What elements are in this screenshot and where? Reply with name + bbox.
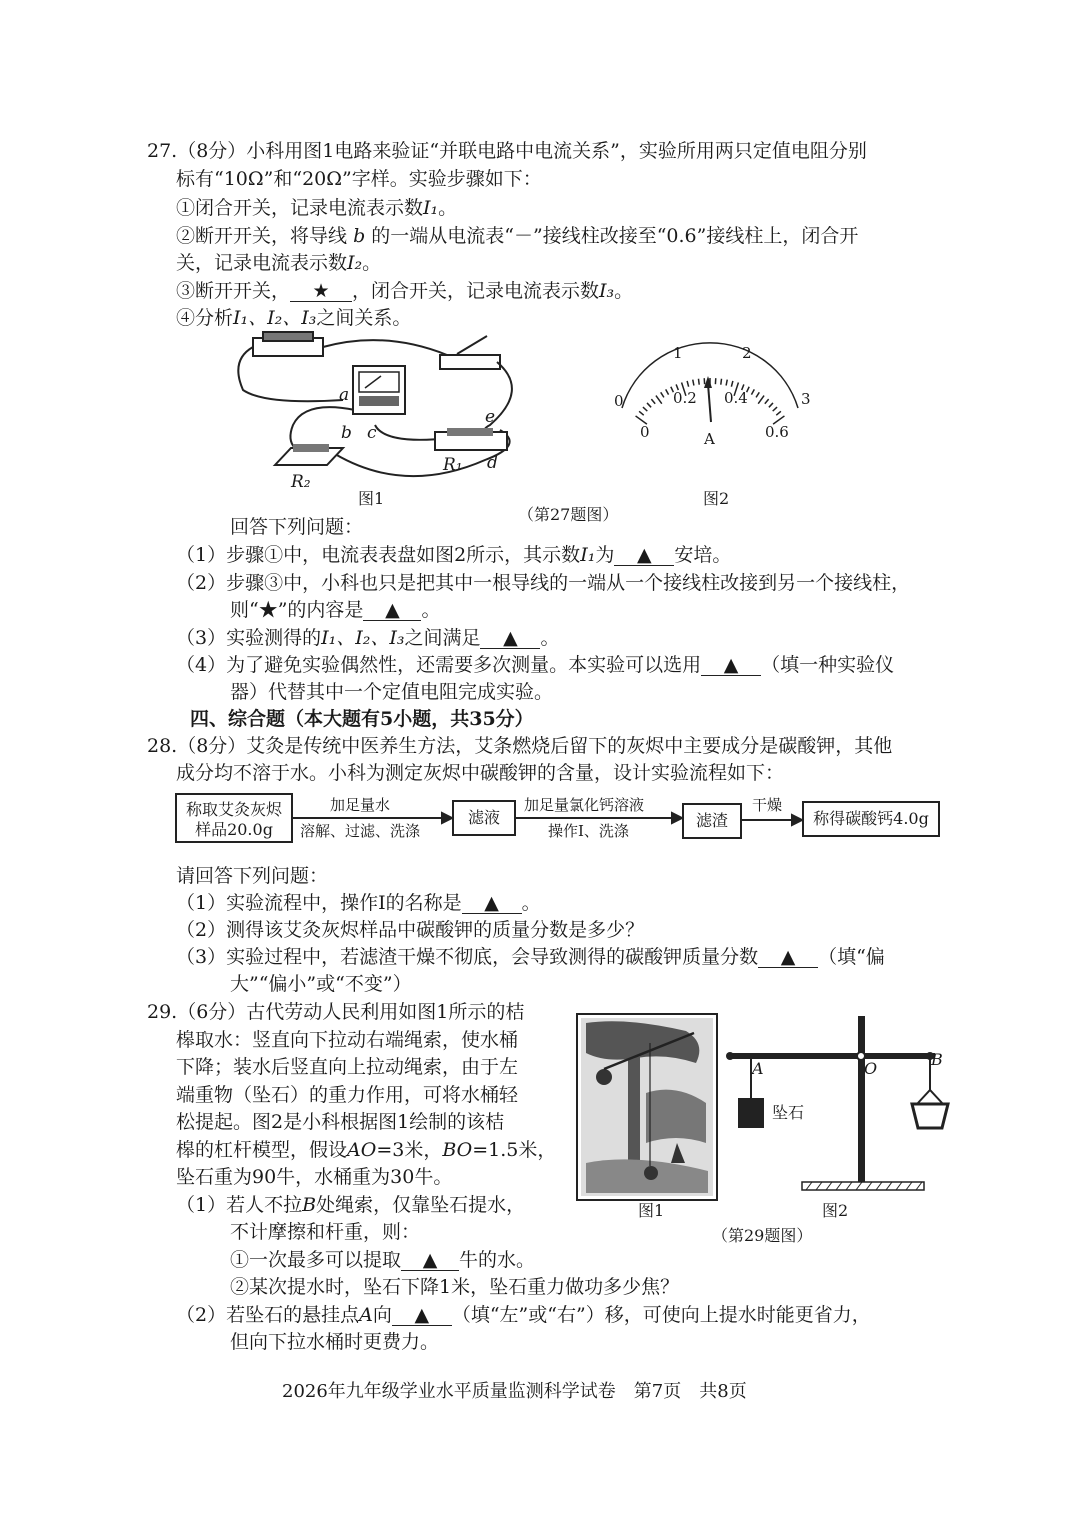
answer-blank-28-1[interactable]: ▲ bbox=[462, 894, 522, 914]
stone-icon bbox=[596, 1069, 612, 1085]
q27-part2-cont: 则“★”的内容是 ▲ 。 bbox=[230, 599, 441, 621]
answer-blank-27-3[interactable]: ▲ bbox=[480, 629, 540, 649]
q28-heading-line2: 成分均不溶于水。小科为测定灰烬中碳酸钾的含量，设计实验流程如下： bbox=[176, 762, 785, 784]
flow-arrow1-bottom: 溶解、过滤、洗涤 bbox=[300, 822, 421, 840]
q29-line6: 槔的杠杆模型，假设AO=3米，BO=1.5米， bbox=[176, 1139, 557, 1161]
q27-fig2-caption: 图2 bbox=[703, 489, 730, 508]
q27-heading-line1: 27.（8分）小科用图1电路来验证“并联电路中电流关系”，实验所用两只定值电阻分别 bbox=[147, 140, 867, 162]
water-bucket-icon bbox=[912, 1104, 948, 1128]
q27-fig1-caption: 图1 bbox=[358, 489, 385, 508]
q27-step3: ③断开开关， ★ ，闭合开关，记录电流表示数I₃。 bbox=[176, 280, 634, 302]
q27-figs-caption: （第27题图） bbox=[518, 505, 619, 524]
flow-arrow2-bottom: 操作I、洗涤 bbox=[548, 822, 629, 840]
weight-stone-icon bbox=[738, 1098, 764, 1128]
q27-part2: （2）步骤③中，小科也只是把其中一根导线的一端从一个接线柱改接到另一个接线柱， bbox=[176, 572, 911, 594]
q29-fig1-illustration bbox=[576, 1013, 718, 1201]
q29-part2-cont: 但向下拉水桶时更费力。 bbox=[230, 1331, 440, 1353]
dial-unit: A bbox=[704, 430, 715, 448]
dial-bottom-0.6: 0.6 bbox=[765, 423, 789, 441]
label-r1: R₁ bbox=[443, 455, 463, 475]
answer-blank-28-3[interactable]: ▲ bbox=[758, 948, 818, 968]
q29-line1: 29.（6分）古代劳动人民利用如图1所示的桔 bbox=[147, 1001, 525, 1023]
bucket-icon bbox=[644, 1166, 658, 1180]
q29-part2: （2）若坠石的悬挂点A向 ▲ （填“左”或“右”）移，可使向上提水时能更省力， bbox=[176, 1304, 871, 1326]
answer-blank-27-1[interactable]: ▲ bbox=[614, 546, 674, 566]
lever-label-o: O bbox=[864, 1059, 878, 1078]
label-d: d bbox=[487, 453, 498, 473]
q29-line3: 下降；装水后竖直向上拉动绳索，由于左 bbox=[176, 1056, 519, 1078]
q27-part4: （4）为了避免实验偶然性，还需要多次测量。本实验可以选用 ▲ （填一种实验仪 bbox=[176, 654, 895, 676]
q29-part1-sub1: ①一次最多可以提取 ▲ 牛的水。 bbox=[230, 1249, 536, 1271]
q29-fig2-lever bbox=[720, 1010, 960, 1200]
q29-line4: 端重物（坠石）的重力作用，可将水桶轻 bbox=[176, 1084, 519, 1106]
dial-bottom-0.2: 0.2 bbox=[673, 389, 697, 407]
flow-box-residue: 滤渣 bbox=[682, 803, 742, 839]
q29-part1: （1）若人不拉B处绳索，仅靠坠石提水， bbox=[176, 1194, 526, 1216]
q28-heading-line1: 28.（8分）艾灸是传统中医养生方法，艾条燃烧后留下的灰烬中主要成分是碳酸钾，其他 bbox=[147, 735, 893, 757]
q29-fig1-caption: 图1 bbox=[638, 1201, 665, 1220]
answer-blank-29-1[interactable]: ▲ bbox=[401, 1251, 459, 1271]
flow-arrow2-top: 加足量氯化钙溶液 bbox=[524, 796, 645, 814]
q29-fig2-caption: 图2 bbox=[822, 1201, 849, 1220]
q29-line2: 槔取水：竖直向下拉动右端绳索，使水桶 bbox=[176, 1029, 519, 1051]
q28-part3-cont: 大”“偏小”或“不变”） bbox=[230, 973, 412, 995]
lever-label-b: B bbox=[931, 1050, 943, 1069]
q27-step1: ①闭合开关，记录电流表示数I₁。 bbox=[176, 197, 458, 219]
lever-label-stone: 坠石 bbox=[772, 1103, 805, 1122]
q29-line5: 松提起。图2是小科根据图1绘制的该桔 bbox=[176, 1111, 505, 1133]
q29-figs-caption: （第29题图） bbox=[712, 1226, 813, 1245]
dial-top-0: 0 bbox=[614, 392, 624, 410]
q27-part3: （3）实验测得的I₁、I₂、I₃之间满足 ▲ 。 bbox=[176, 627, 560, 649]
q27-heading-line2: 标有“10Ω”和“20Ω”字样。实验步骤如下： bbox=[176, 168, 542, 190]
q28-intro: 请回答下列问题： bbox=[176, 865, 329, 887]
flow-arrow1-top: 加足量水 bbox=[330, 796, 391, 814]
q27-step4: ④分析I₁、I₂、I₃之间关系。 bbox=[176, 307, 412, 329]
answer-blank-29-2[interactable]: ▲ bbox=[392, 1306, 452, 1326]
answer-blank-27-2[interactable]: ▲ bbox=[363, 601, 421, 621]
q29-line7: 坠石重为90牛，水桶重为30牛。 bbox=[176, 1166, 453, 1188]
label-c: c bbox=[367, 423, 377, 443]
q27-step2-cont: 关，记录电流表示数I₂。 bbox=[176, 252, 382, 274]
label-a: a bbox=[339, 385, 350, 405]
q28-part3: （3）实验过程中，若滤渣干燥不彻底，会导致测得的碳酸钾质量分数 ▲ （填“偏 bbox=[176, 946, 885, 968]
dial-top-3: 3 bbox=[801, 390, 811, 408]
answer-blank-star[interactable]: ★ bbox=[290, 282, 352, 302]
q27-answer-intro: 回答下列问题： bbox=[230, 516, 364, 538]
flow-box-filtrate: 滤液 bbox=[452, 800, 516, 836]
q28-part1: （1）实验流程中，操作I的名称是 ▲ 。 bbox=[176, 892, 541, 914]
q29-part1-cont: 不计摩擦和杆重，则： bbox=[230, 1221, 421, 1243]
q27-part1: （1）步骤①中，电流表表盘如图2所示，其示数I₁为 ▲ 安培。 bbox=[176, 544, 732, 566]
dial-bottom-0: 0 bbox=[640, 423, 650, 441]
flow-box-result: 称得碳酸钙4.0g bbox=[802, 801, 940, 837]
label-r2: R₂ bbox=[291, 472, 311, 490]
q29-part1-sub2: ②某次提水时，坠石下降1米，坠石重力做功多少焦？ bbox=[230, 1276, 680, 1298]
answer-blank-27-4[interactable]: ▲ bbox=[701, 656, 761, 676]
q28-part2: （2）测得该艾灸灰烬样品中碳酸钾的质量分数是多少？ bbox=[176, 919, 645, 941]
label-b: b bbox=[341, 423, 352, 443]
dial-top-1: 1 bbox=[673, 344, 683, 362]
label-e: e bbox=[485, 407, 496, 427]
q27-step2: ②断开开关，将导线 b 的一端从电流表“－”接线柱改接至“0.6”接线柱上，闭合开 bbox=[176, 225, 859, 247]
dial-top-2: 2 bbox=[742, 344, 752, 362]
lever-label-a: A bbox=[752, 1059, 764, 1078]
q27-part4-cont: 器）代替其中一个定值电阻完成实验。 bbox=[230, 681, 554, 703]
flow-arrow3-top: 干燥 bbox=[752, 796, 783, 814]
dial-bottom-0.4: 0.4 bbox=[724, 389, 748, 407]
page-footer: 2026年九年级学业水平质量监测科学试卷 第7页 共8页 bbox=[282, 1381, 747, 1402]
flow-box-sample: 称取艾灸灰烬 样品20.0g bbox=[175, 793, 293, 843]
section-heading: 四、综合题（本大题有5小题，共35分） bbox=[190, 708, 534, 730]
